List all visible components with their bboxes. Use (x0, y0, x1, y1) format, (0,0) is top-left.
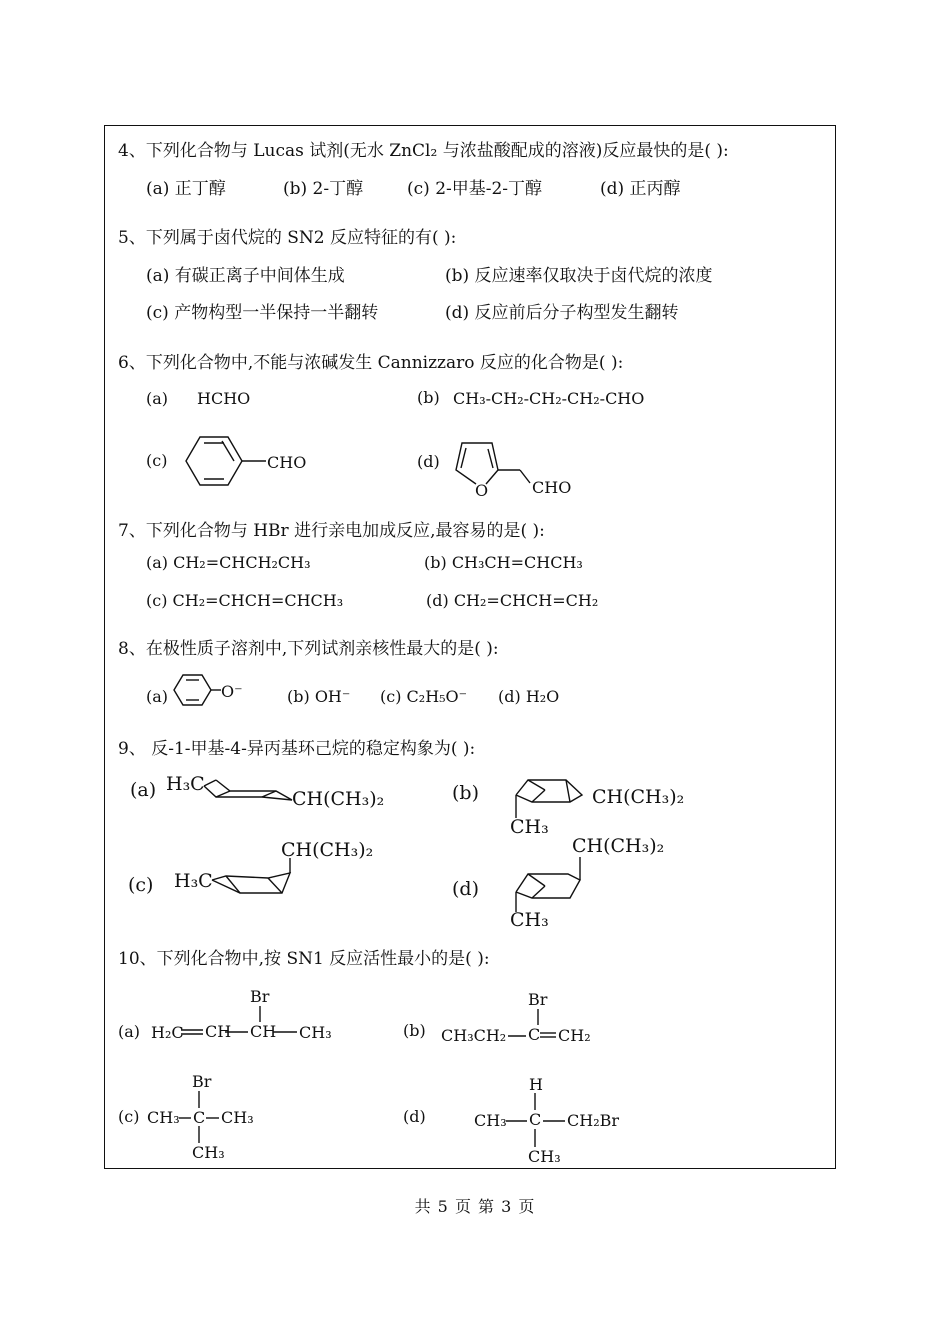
q9-c-chair (212, 858, 290, 893)
q8-phenoxide-o: O⁻ (221, 682, 243, 701)
q10-option-c-label[interactable]: (c) (118, 1107, 140, 1126)
q9-option-d-label[interactable]: (d) (452, 878, 479, 900)
q9-option-b-label[interactable]: (b) (452, 782, 479, 804)
q10-c-bonds (179, 1091, 219, 1143)
q6-option-c-label[interactable]: (c) (146, 451, 168, 470)
q10-question: 10、下列化合物中,按 SN1 反应活性最小的是( ): (118, 949, 490, 969)
q7-option-c[interactable]: (c) CH₂=CHCH=CHCH₃ (146, 591, 344, 610)
q6-question: 6、下列化合物中,不能与浓碱发生 Cannizzaro 反应的化合物是( ): (118, 353, 624, 373)
q6-option-c-cho: CHO (267, 453, 307, 472)
q9-b-methyl: CH₃ (510, 816, 549, 838)
q10-a-h2c: H₂C (151, 1023, 184, 1042)
q10-a-bonds (181, 1006, 297, 1034)
page-footer: 共 5 页 第 3 页 (414, 1197, 536, 1216)
q6-option-a-label[interactable]: (a) (146, 389, 169, 408)
q10-c-left: CH₃ (147, 1108, 180, 1127)
q10-b-left: CH₃CH₂ (441, 1026, 507, 1045)
q9-b-chair (516, 780, 582, 818)
q5-option-b[interactable]: (b) 反应速率仅取决于卤代烷的浓度 (445, 266, 713, 286)
q4-option-d[interactable]: (d) 正丙醇 (600, 179, 681, 199)
q8-option-d[interactable]: (d) H₂O (498, 687, 560, 706)
q5-option-a[interactable]: (a) 有碳正离子中间体生成 (146, 266, 345, 286)
q4-option-a[interactable]: (a) 正丁醇 (146, 179, 226, 199)
q10-a-ch3: CH₃ (299, 1023, 332, 1042)
q10-b-center: C (528, 1025, 541, 1044)
q9-d-methyl: CH₃ (510, 909, 549, 931)
q8-question: 8、在极性质子溶剂中,下列试剂亲核性最大的是( ): (118, 639, 499, 659)
q6-option-a-formula: HCHO (197, 389, 251, 408)
q10-c-bottom: CH₃ (192, 1143, 225, 1162)
q6-option-b-label[interactable]: (b) (417, 388, 440, 407)
q4-option-c[interactable]: (c) 2-甲基-2-丁醇 (407, 179, 543, 199)
q9-a-chair (204, 780, 292, 800)
q9-a-methyl: H₃C (166, 773, 205, 795)
q7-option-d[interactable]: (d) CH₂=CHCH=CH₂ (426, 591, 599, 610)
q9-a-isopropyl: CH(CH₃)₂ (292, 788, 385, 810)
q5-option-c[interactable]: (c) 产物构型一半保持一半翻转 (146, 303, 379, 323)
q10-a-ch-br: CH (250, 1022, 277, 1041)
q5-option-d[interactable]: (d) 反应前后分子构型发生翻转 (445, 303, 679, 323)
q10-c-br: Br (192, 1072, 212, 1091)
q10-d-h: H (529, 1075, 543, 1094)
q6-option-b-formula: CH₃-CH₂-CH₂-CH₂-CHO (453, 389, 645, 408)
q5-question: 5、下列属于卤代烷的 SN2 反应特征的有( ): (118, 228, 457, 248)
q10-b-br: Br (528, 990, 548, 1009)
q10-d-right: CH₂Br (567, 1111, 620, 1130)
q9-question: 9、 反-1-甲基-4-异丙基环己烷的稳定构象为( ): (118, 739, 476, 759)
q10-option-b-label[interactable]: (b) (403, 1021, 426, 1040)
q10-a-br: Br (250, 987, 270, 1006)
q6-furan-ring (456, 443, 530, 484)
q7-option-b[interactable]: (b) CH₃CH=CHCH₃ (424, 553, 583, 572)
q10-b-bonds (508, 1009, 556, 1037)
q10-option-a-label[interactable]: (a) (118, 1022, 141, 1041)
q4-option-b[interactable]: (b) 2-丁醇 (283, 179, 364, 199)
q6-option-d-label[interactable]: (d) (417, 452, 440, 471)
q9-b-isopropyl: CH(CH₃)₂ (592, 786, 685, 808)
q8-option-b[interactable]: (b) OH⁻ (287, 687, 351, 706)
q10-b-right: CH₂ (558, 1026, 591, 1045)
q4-question: 4、下列化合物与 Lucas 试剂(无水 ZnCl₂ 与浓盐酸配成的溶液)反应最快的是( ): (118, 141, 729, 161)
q6-option-d-cho: CHO (532, 478, 572, 497)
q9-option-a-label[interactable]: (a) (130, 779, 157, 801)
q10-d-bottom: CH₃ (528, 1147, 561, 1166)
q6-furan-oxygen: O (475, 481, 489, 500)
q7-question: 7、下列化合物与 HBr 进行亲电加成反应,最容易的是( ): (118, 521, 545, 541)
q10-c-right: CH₃ (221, 1108, 254, 1127)
q6-benzene-ring (186, 437, 266, 485)
q9-c-isopropyl: CH(CH₃)₂ (281, 839, 374, 861)
q10-d-center: C (529, 1110, 542, 1129)
q7-option-a[interactable]: (a) CH₂=CHCH₂CH₃ (146, 553, 311, 572)
q8-phenoxide-ring (174, 675, 221, 705)
q9-d-isopropyl: CH(CH₃)₂ (572, 835, 665, 857)
q8-option-c[interactable]: (c) C₂H₅O⁻ (380, 687, 468, 706)
q9-c-methyl: H₃C (174, 870, 213, 892)
q10-d-left: CH₃ (474, 1111, 507, 1130)
q9-option-c-label[interactable]: (c) (128, 874, 154, 896)
q8-option-a-label[interactable]: (a) (146, 687, 169, 706)
q10-c-center: C (193, 1108, 206, 1127)
q10-a-ch: CH (205, 1022, 232, 1041)
q9-d-chair (516, 857, 580, 912)
q10-d-bonds (506, 1093, 565, 1147)
q10-option-d-label[interactable]: (d) (403, 1107, 426, 1126)
